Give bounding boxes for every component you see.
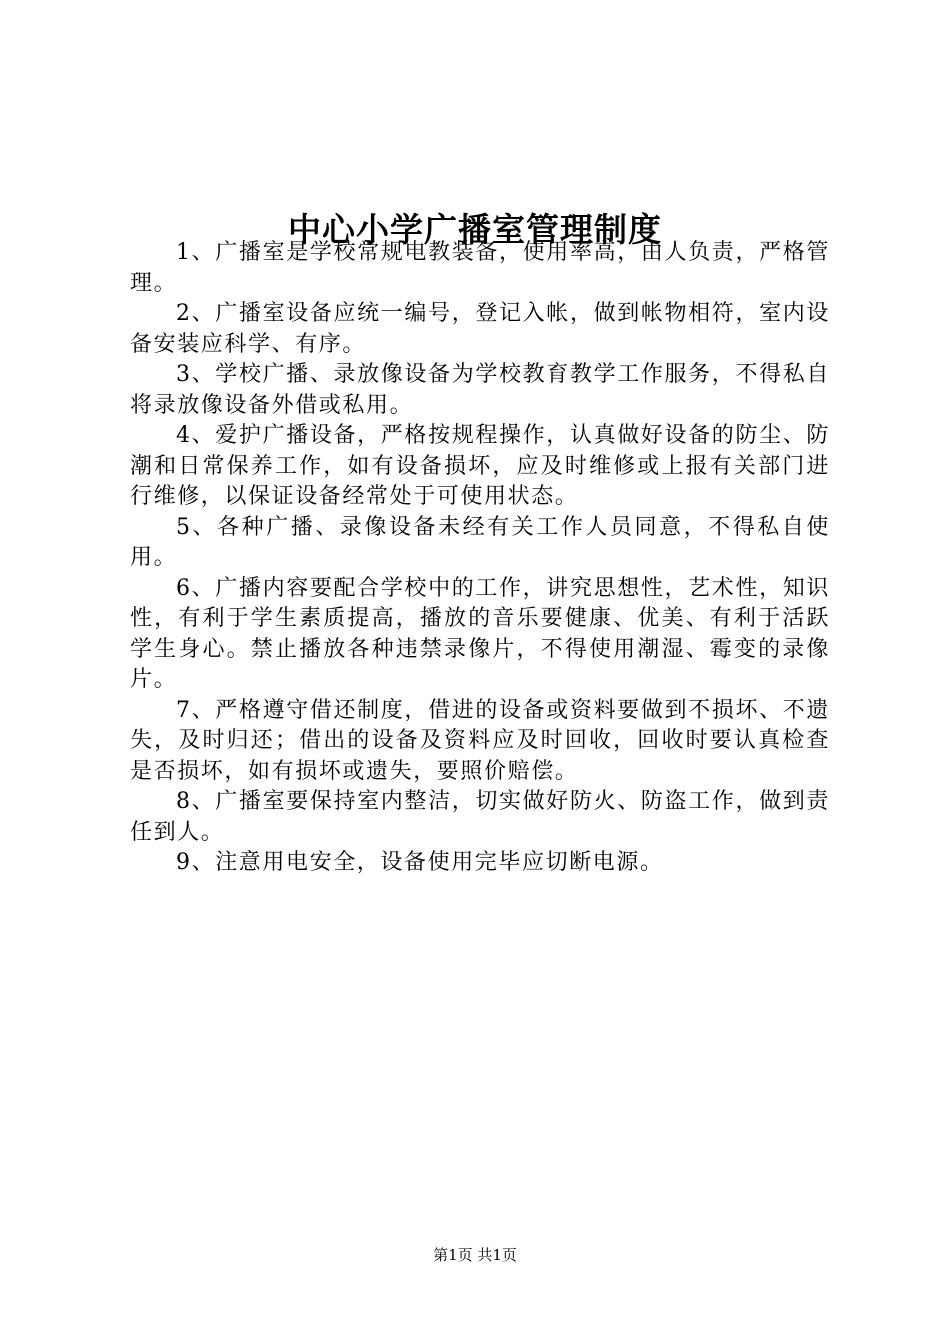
document-title: 中心小学广播室管理制度 bbox=[288, 210, 662, 250]
rule-paragraph-8: 8、广播室要保持室内整洁，切实做好防火、防盗工作，做到责任到人。 bbox=[130, 789, 830, 845]
rule-paragraph-5: 5、各种广播、录像设备未经有关工作人员同意，不得私自使用。 bbox=[130, 514, 830, 570]
rule-paragraph-6: 6、广播内容要配合学校中的工作，讲究思想性，艺术性，知识性，有利于学生素质提高，播放的音乐要健康、优美、有利于活跃学生身心。禁止播放各种违禁录像片，不得使用潮湿、霉变的录像片。 bbox=[130, 575, 830, 692]
page-number-footer: 第1页 共1页 bbox=[433, 1246, 517, 1264]
rule-paragraph-1: 1、广播室是学校常规电教装备，使用率高，由人负责，严格管理。 bbox=[130, 240, 830, 296]
rule-paragraph-2: 2、广播室设备应统一编号，登记入帐，做到帐物相符，室内设备安装应科学、有序。 bbox=[130, 301, 830, 357]
rule-paragraph-9: 9、注意用电安全，设备使用完毕应切断电源。 bbox=[176, 850, 664, 875]
rule-paragraph-7: 7、严格遵守借还制度，借进的设备或资料要做到不损坏、不遗失，及时归还；借出的设备及资料应及时回收，回收时要认真检查是否损坏，如有损坏或遗失，要照价赔偿。 bbox=[130, 697, 830, 784]
document-body bbox=[130, 238, 830, 879]
rule-paragraph-4: 4、爱护广播设备，严格按规程操作，认真做好设备的防尘、防潮和日常保养工作，如有设备损坏，应及时维修或上报有关部门进行维修，以保证设备经常处于可使用状态。 bbox=[130, 423, 830, 509]
rule-paragraph-3: 3、学校广播、录放像设备为学校教育教学工作服务，不得私自将录放像设备外借或私用。 bbox=[130, 362, 830, 418]
